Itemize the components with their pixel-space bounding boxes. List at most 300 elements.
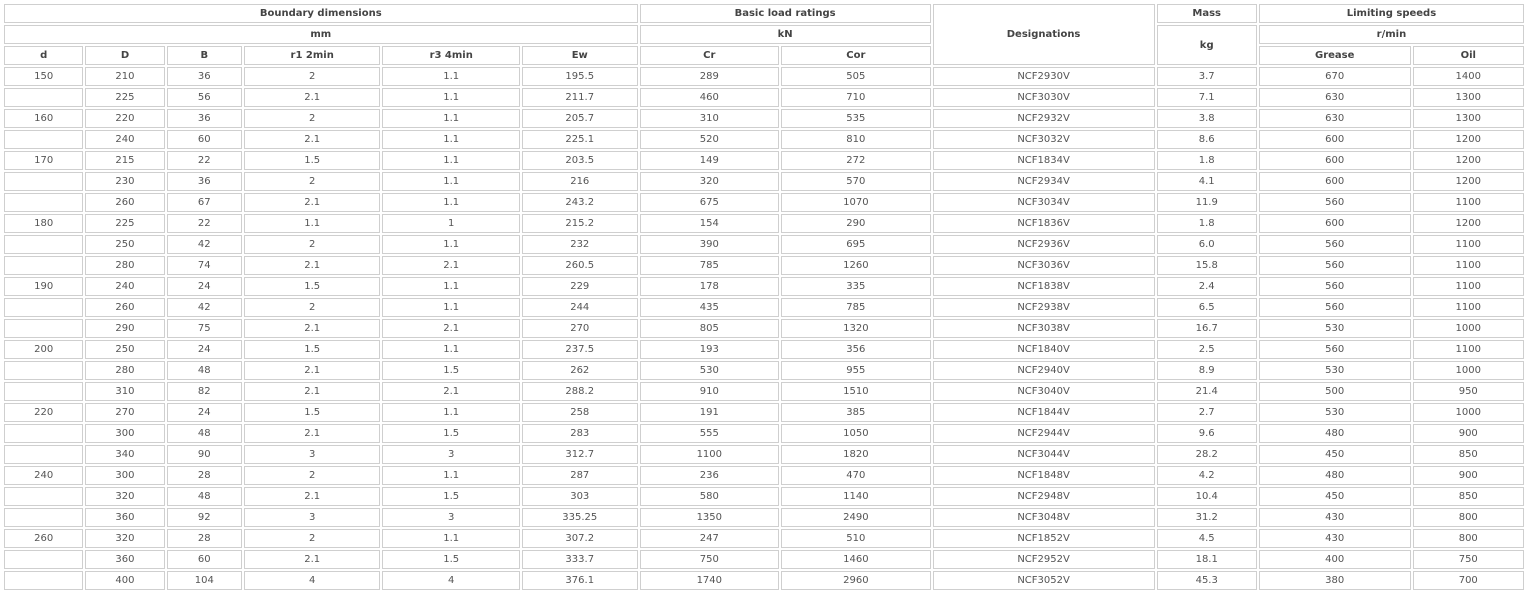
cell-designation: NCF1836V xyxy=(933,214,1155,233)
cell-ew: 333.7 xyxy=(522,550,638,569)
cell-d-outer: 320 xyxy=(85,529,164,548)
cell-designation: NCF1838V xyxy=(933,277,1155,296)
cell-designation: NCF1852V xyxy=(933,529,1155,548)
cell-grease: 380 xyxy=(1259,571,1411,590)
cell-oil: 1200 xyxy=(1413,214,1525,233)
cell-ew: 215.2 xyxy=(522,214,638,233)
cell-designation: NCF3048V xyxy=(933,508,1155,527)
cell-cor: 710 xyxy=(781,88,931,107)
cell-mass: 7.1 xyxy=(1157,88,1257,107)
cell-designation: NCF3034V xyxy=(933,193,1155,212)
cell-oil: 1300 xyxy=(1413,88,1525,107)
cell-cr: 675 xyxy=(640,193,780,212)
cell-r1: 2 xyxy=(244,466,381,485)
cell-mass: 6.5 xyxy=(1157,298,1257,317)
cell-designation: NCF3044V xyxy=(933,445,1155,464)
cell-r1: 2.1 xyxy=(244,550,381,569)
col-header-cor: Cor xyxy=(781,46,931,65)
cell-d: 200 xyxy=(4,340,83,359)
cell-d xyxy=(4,571,83,590)
cell-r1: 1.1 xyxy=(244,214,381,233)
cell-b: 48 xyxy=(167,361,242,380)
cell-b: 67 xyxy=(167,193,242,212)
cell-d-outer: 230 xyxy=(85,172,164,191)
cell-b: 36 xyxy=(167,109,242,128)
cell-d: 170 xyxy=(4,151,83,170)
cell-cor: 1260 xyxy=(781,256,931,275)
cell-oil: 700 xyxy=(1413,571,1525,590)
cell-grease: 560 xyxy=(1259,256,1411,275)
cell-r3: 1.5 xyxy=(382,424,520,443)
cell-cor: 1320 xyxy=(781,319,931,338)
table-row xyxy=(4,424,1524,443)
cell-grease: 560 xyxy=(1259,340,1411,359)
cell-designation: NCF3038V xyxy=(933,319,1155,338)
cell-ew: 203.5 xyxy=(522,151,638,170)
cell-b: 48 xyxy=(167,424,242,443)
cell-mass: 15.8 xyxy=(1157,256,1257,275)
table-row xyxy=(4,382,1524,401)
table-row xyxy=(4,487,1524,506)
cell-d-outer: 250 xyxy=(85,340,164,359)
cell-grease: 500 xyxy=(1259,382,1411,401)
cell-cor: 505 xyxy=(781,67,931,86)
cell-r1: 2 xyxy=(244,235,381,254)
cell-cr: 193 xyxy=(640,340,780,359)
cell-ew: 244 xyxy=(522,298,638,317)
cell-ew: 237.5 xyxy=(522,340,638,359)
cell-ew: 195.5 xyxy=(522,67,638,86)
cell-mass: 18.1 xyxy=(1157,550,1257,569)
unit-speeds-rmin: r/min xyxy=(1259,25,1524,44)
cell-r3: 1.5 xyxy=(382,361,520,380)
cell-ew: 283 xyxy=(522,424,638,443)
cell-mass: 4.5 xyxy=(1157,529,1257,548)
cell-r3: 1.1 xyxy=(382,88,520,107)
cell-d-outer: 240 xyxy=(85,130,164,149)
cell-d: 180 xyxy=(4,214,83,233)
col-header-r1: r1 2min xyxy=(244,46,381,65)
cell-mass: 4.1 xyxy=(1157,172,1257,191)
cell-b: 36 xyxy=(167,172,242,191)
cell-d-outer: 360 xyxy=(85,550,164,569)
cell-r3: 1.1 xyxy=(382,298,520,317)
cell-ew: 287 xyxy=(522,466,638,485)
table-row xyxy=(4,571,1524,590)
cell-b: 48 xyxy=(167,487,242,506)
cell-d-outer: 215 xyxy=(85,151,164,170)
cell-cr: 236 xyxy=(640,466,780,485)
cell-d xyxy=(4,424,83,443)
cell-r1: 2 xyxy=(244,298,381,317)
header-basic-load-ratings: Basic load ratings xyxy=(640,4,931,23)
cell-cr: 580 xyxy=(640,487,780,506)
header-row-columns xyxy=(4,46,1524,65)
cell-r1: 2 xyxy=(244,67,381,86)
cell-r1: 4 xyxy=(244,571,381,590)
cell-d xyxy=(4,508,83,527)
cell-cr: 390 xyxy=(640,235,780,254)
header-designations: Designations xyxy=(933,4,1155,65)
cell-grease: 560 xyxy=(1259,277,1411,296)
cell-cr: 460 xyxy=(640,88,780,107)
cell-grease: 560 xyxy=(1259,193,1411,212)
cell-mass: 6.0 xyxy=(1157,235,1257,254)
cell-r3: 3 xyxy=(382,508,520,527)
cell-grease: 430 xyxy=(1259,508,1411,527)
cell-r3: 1.1 xyxy=(382,172,520,191)
cell-mass: 10.4 xyxy=(1157,487,1257,506)
cell-mass: 2.7 xyxy=(1157,403,1257,422)
table-row xyxy=(4,361,1524,380)
table-row xyxy=(4,277,1524,296)
table-row xyxy=(4,193,1524,212)
cell-cr: 805 xyxy=(640,319,780,338)
cell-mass: 8.6 xyxy=(1157,130,1257,149)
cell-cor: 1140 xyxy=(781,487,931,506)
cell-ew: 211.7 xyxy=(522,88,638,107)
cell-r3: 1.1 xyxy=(382,466,520,485)
cell-mass: 11.9 xyxy=(1157,193,1257,212)
cell-designation: NCF3052V xyxy=(933,571,1155,590)
cell-oil: 800 xyxy=(1413,529,1525,548)
cell-r1: 2.1 xyxy=(244,256,381,275)
cell-grease: 630 xyxy=(1259,109,1411,128)
cell-cor: 470 xyxy=(781,466,931,485)
cell-r1: 2.1 xyxy=(244,424,381,443)
cell-r1: 1.5 xyxy=(244,277,381,296)
cell-oil: 1000 xyxy=(1413,319,1525,338)
cell-cor: 955 xyxy=(781,361,931,380)
cell-cr: 520 xyxy=(640,130,780,149)
table-row xyxy=(4,550,1524,569)
col-header-oil: Oil xyxy=(1413,46,1525,65)
cell-designation: NCF2932V xyxy=(933,109,1155,128)
cell-oil: 1000 xyxy=(1413,403,1525,422)
cell-ew: 307.2 xyxy=(522,529,638,548)
cell-d: 160 xyxy=(4,109,83,128)
cell-d-outer: 210 xyxy=(85,67,164,86)
cell-cor: 356 xyxy=(781,340,931,359)
cell-grease: 480 xyxy=(1259,466,1411,485)
table-row xyxy=(4,319,1524,338)
cell-cor: 1070 xyxy=(781,193,931,212)
cell-designation: NCF2948V xyxy=(933,487,1155,506)
cell-cr: 320 xyxy=(640,172,780,191)
cell-grease: 450 xyxy=(1259,487,1411,506)
cell-grease: 530 xyxy=(1259,319,1411,338)
cell-b: 56 xyxy=(167,88,242,107)
cell-b: 22 xyxy=(167,151,242,170)
cell-oil: 1300 xyxy=(1413,109,1525,128)
cell-cor: 385 xyxy=(781,403,931,422)
cell-cor: 272 xyxy=(781,151,931,170)
cell-d-outer: 260 xyxy=(85,298,164,317)
cell-cr: 1740 xyxy=(640,571,780,590)
cell-designation: NCF3032V xyxy=(933,130,1155,149)
cell-r3: 1.1 xyxy=(382,403,520,422)
cell-grease: 530 xyxy=(1259,403,1411,422)
cell-d: 190 xyxy=(4,277,83,296)
cell-oil: 1100 xyxy=(1413,193,1525,212)
cell-b: 82 xyxy=(167,382,242,401)
cell-r3: 2.1 xyxy=(382,382,520,401)
cell-cr: 530 xyxy=(640,361,780,380)
cell-oil: 1100 xyxy=(1413,340,1525,359)
cell-designation: NCF2938V xyxy=(933,298,1155,317)
cell-r3: 1.5 xyxy=(382,550,520,569)
header-limiting-speeds: Limiting speeds xyxy=(1259,4,1524,23)
cell-b: 28 xyxy=(167,466,242,485)
table-header xyxy=(4,4,1524,65)
cell-oil: 750 xyxy=(1413,550,1525,569)
cell-cr: 910 xyxy=(640,382,780,401)
cell-d-outer: 260 xyxy=(85,193,164,212)
cell-cor: 335 xyxy=(781,277,931,296)
cell-cr: 191 xyxy=(640,403,780,422)
cell-cor: 535 xyxy=(781,109,931,128)
cell-grease: 530 xyxy=(1259,361,1411,380)
cell-r1: 3 xyxy=(244,445,381,464)
cell-b: 24 xyxy=(167,340,242,359)
cell-r1: 2.1 xyxy=(244,361,381,380)
cell-b: 90 xyxy=(167,445,242,464)
cell-cr: 555 xyxy=(640,424,780,443)
cell-r3: 4 xyxy=(382,571,520,590)
cell-r3: 1.1 xyxy=(382,130,520,149)
header-row-groups xyxy=(4,4,1524,23)
cell-d xyxy=(4,235,83,254)
cell-oil: 1000 xyxy=(1413,361,1525,380)
cell-r3: 1.1 xyxy=(382,277,520,296)
cell-ew: 376.1 xyxy=(522,571,638,590)
cell-d: 220 xyxy=(4,403,83,422)
cell-oil: 1200 xyxy=(1413,151,1525,170)
cell-d xyxy=(4,550,83,569)
cell-designation: NCF2936V xyxy=(933,235,1155,254)
cell-grease: 600 xyxy=(1259,214,1411,233)
col-header-d-bore: d xyxy=(4,46,83,65)
cell-d xyxy=(4,193,83,212)
cell-cor: 695 xyxy=(781,235,931,254)
cell-b: 104 xyxy=(167,571,242,590)
table-row xyxy=(4,256,1524,275)
cell-r1: 2.1 xyxy=(244,88,381,107)
cell-designation: NCF2944V xyxy=(933,424,1155,443)
cell-grease: 670 xyxy=(1259,67,1411,86)
cell-b: 74 xyxy=(167,256,242,275)
cell-cor: 2490 xyxy=(781,508,931,527)
cell-grease: 480 xyxy=(1259,424,1411,443)
cell-d-outer: 225 xyxy=(85,88,164,107)
cell-d-outer: 240 xyxy=(85,277,164,296)
cell-b: 75 xyxy=(167,319,242,338)
cell-cr: 310 xyxy=(640,109,780,128)
cell-d: 260 xyxy=(4,529,83,548)
cell-designation: NCF3040V xyxy=(933,382,1155,401)
cell-b: 60 xyxy=(167,130,242,149)
table-row xyxy=(4,130,1524,149)
cell-designation: NCF2930V xyxy=(933,67,1155,86)
cell-r1: 3 xyxy=(244,508,381,527)
cell-designation: NCF2934V xyxy=(933,172,1155,191)
cell-ew: 303 xyxy=(522,487,638,506)
cell-r3: 3 xyxy=(382,445,520,464)
cell-r1: 2.1 xyxy=(244,319,381,338)
cell-oil: 1100 xyxy=(1413,235,1525,254)
cell-d-outer: 270 xyxy=(85,403,164,422)
cell-designation: NCF1834V xyxy=(933,151,1155,170)
header-row-units xyxy=(4,25,1524,44)
cell-d-outer: 320 xyxy=(85,487,164,506)
cell-d xyxy=(4,298,83,317)
cell-mass: 8.9 xyxy=(1157,361,1257,380)
cell-d xyxy=(4,88,83,107)
cell-d-outer: 220 xyxy=(85,109,164,128)
header-mass: Mass xyxy=(1157,4,1257,23)
table-row xyxy=(4,214,1524,233)
cell-b: 24 xyxy=(167,277,242,296)
cell-b: 42 xyxy=(167,235,242,254)
cell-b: 22 xyxy=(167,214,242,233)
cell-mass: 1.8 xyxy=(1157,214,1257,233)
col-header-cr: Cr xyxy=(640,46,780,65)
table-row xyxy=(4,508,1524,527)
cell-mass: 9.6 xyxy=(1157,424,1257,443)
cell-d-outer: 300 xyxy=(85,466,164,485)
cell-cr: 1100 xyxy=(640,445,780,464)
cell-mass: 45.3 xyxy=(1157,571,1257,590)
cell-r1: 2.1 xyxy=(244,130,381,149)
cell-r3: 1.1 xyxy=(382,235,520,254)
cell-designation: NCF1840V xyxy=(933,340,1155,359)
cell-grease: 560 xyxy=(1259,298,1411,317)
cell-d xyxy=(4,487,83,506)
cell-mass: 31.2 xyxy=(1157,508,1257,527)
cell-b: 36 xyxy=(167,67,242,86)
cell-mass: 2.5 xyxy=(1157,340,1257,359)
cell-r3: 1 xyxy=(382,214,520,233)
cell-ew: 232 xyxy=(522,235,638,254)
cell-cor: 570 xyxy=(781,172,931,191)
cell-d-outer: 300 xyxy=(85,424,164,443)
cell-ew: 260.5 xyxy=(522,256,638,275)
cell-d-outer: 280 xyxy=(85,361,164,380)
cell-d xyxy=(4,382,83,401)
cell-d-outer: 280 xyxy=(85,256,164,275)
cell-b: 24 xyxy=(167,403,242,422)
cell-ew: 312.7 xyxy=(522,445,638,464)
cell-cr: 289 xyxy=(640,67,780,86)
cell-d xyxy=(4,361,83,380)
cell-d xyxy=(4,445,83,464)
cell-oil: 1100 xyxy=(1413,277,1525,296)
cell-d-outer: 310 xyxy=(85,382,164,401)
cell-oil: 1100 xyxy=(1413,256,1525,275)
cell-r1: 2 xyxy=(244,529,381,548)
cell-ew: 270 xyxy=(522,319,638,338)
table-row xyxy=(4,529,1524,548)
table-row xyxy=(4,403,1524,422)
table-row xyxy=(4,340,1524,359)
unit-mass-kg: kg xyxy=(1157,25,1257,65)
cell-designation: NCF3036V xyxy=(933,256,1155,275)
cell-b: 28 xyxy=(167,529,242,548)
cell-r3: 1.1 xyxy=(382,529,520,548)
cell-cr: 435 xyxy=(640,298,780,317)
cell-r3: 1.1 xyxy=(382,193,520,212)
cell-mass: 28.2 xyxy=(1157,445,1257,464)
cell-d-outer: 340 xyxy=(85,445,164,464)
cell-oil: 1200 xyxy=(1413,130,1525,149)
cell-grease: 560 xyxy=(1259,235,1411,254)
cell-d xyxy=(4,172,83,191)
cell-ew: 262 xyxy=(522,361,638,380)
cell-cor: 2960 xyxy=(781,571,931,590)
cell-designation: NCF2940V xyxy=(933,361,1155,380)
cell-cor: 510 xyxy=(781,529,931,548)
header-boundary-dimensions: Boundary dimensions xyxy=(4,4,638,23)
cell-r1: 2 xyxy=(244,109,381,128)
cell-cr: 785 xyxy=(640,256,780,275)
col-header-d-outer: D xyxy=(85,46,164,65)
cell-d-outer: 290 xyxy=(85,319,164,338)
cell-b: 92 xyxy=(167,508,242,527)
cell-oil: 900 xyxy=(1413,424,1525,443)
cell-r3: 1.1 xyxy=(382,151,520,170)
cell-cr: 1350 xyxy=(640,508,780,527)
cell-grease: 450 xyxy=(1259,445,1411,464)
cell-cr: 178 xyxy=(640,277,780,296)
cell-mass: 2.4 xyxy=(1157,277,1257,296)
table-row xyxy=(4,445,1524,464)
cell-ew: 258 xyxy=(522,403,638,422)
table-row xyxy=(4,466,1524,485)
cell-d xyxy=(4,130,83,149)
cell-ew: 288.2 xyxy=(522,382,638,401)
table-row xyxy=(4,172,1524,191)
col-header-grease: Grease xyxy=(1259,46,1411,65)
cell-oil: 900 xyxy=(1413,466,1525,485)
cell-r3: 1.1 xyxy=(382,109,520,128)
cell-designation: NCF1848V xyxy=(933,466,1155,485)
cell-ew: 335.25 xyxy=(522,508,638,527)
cell-d: 150 xyxy=(4,67,83,86)
cell-cor: 1050 xyxy=(781,424,931,443)
cell-ew: 216 xyxy=(522,172,638,191)
cell-r1: 1.5 xyxy=(244,151,381,170)
cell-b: 42 xyxy=(167,298,242,317)
col-header-r3: r3 4min xyxy=(382,46,520,65)
cell-d-outer: 400 xyxy=(85,571,164,590)
cell-cr: 154 xyxy=(640,214,780,233)
cell-r3: 1.1 xyxy=(382,67,520,86)
col-header-b-width: B xyxy=(167,46,242,65)
cell-oil: 850 xyxy=(1413,487,1525,506)
table-row xyxy=(4,109,1524,128)
cell-r1: 1.5 xyxy=(244,403,381,422)
cell-grease: 600 xyxy=(1259,130,1411,149)
cell-cr: 750 xyxy=(640,550,780,569)
table-row xyxy=(4,298,1524,317)
cell-r1: 2.1 xyxy=(244,193,381,212)
cell-r1: 1.5 xyxy=(244,340,381,359)
cell-mass: 1.8 xyxy=(1157,151,1257,170)
cell-r3: 1.5 xyxy=(382,487,520,506)
cell-ew: 243.2 xyxy=(522,193,638,212)
cell-r1: 2 xyxy=(244,172,381,191)
col-header-ew: Ew xyxy=(522,46,638,65)
